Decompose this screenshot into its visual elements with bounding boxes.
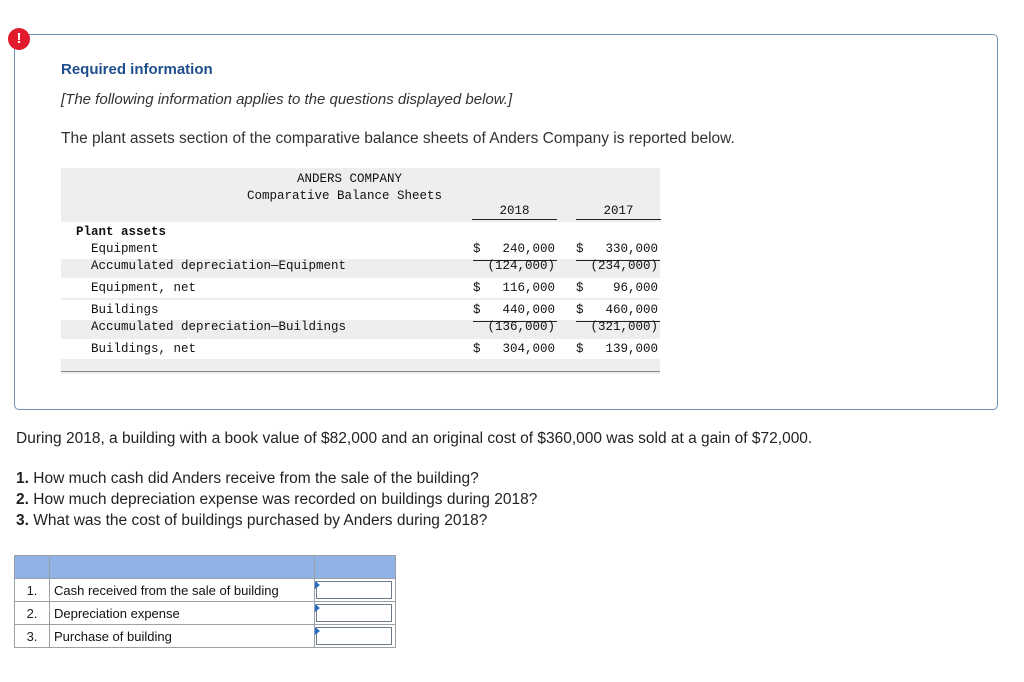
comparative-balance-sheet	[61, 168, 660, 374]
answer-table	[14, 555, 396, 648]
question-list	[16, 468, 537, 531]
intro-text: The plant assets section of the comparative balance sheets of Anders Company is reported below.	[61, 130, 735, 147]
input-marker-icon	[315, 604, 320, 612]
sheet-subtitle: Comparative Balance Sheets	[247, 189, 443, 203]
answer-table-header	[15, 556, 396, 579]
question-item: 2. How much depreciation expense was recorded on buildings during 2018?	[16, 491, 538, 508]
section-label: Plant assets	[76, 225, 167, 239]
company-name: ANDERS COMPANY	[297, 172, 403, 186]
row-number: 1.	[15, 579, 50, 602]
table-row: Equipment, net $ 116,000 $ 96,000	[61, 278, 660, 298]
row-label: Buildings, net	[91, 342, 197, 356]
required-information-panel	[14, 34, 998, 410]
value-2018: (124,000)	[473, 259, 557, 261]
answer-cell	[315, 625, 396, 648]
row-label: Depreciation expense	[50, 602, 315, 625]
exclamation-icon: !	[8, 28, 30, 50]
cash-received-input[interactable]	[316, 581, 392, 599]
table-divider	[61, 371, 660, 372]
table-row: Equipment $ 240,000 $ 330,000	[61, 239, 660, 259]
panel-title: Required information	[61, 61, 213, 78]
value-2017: (234,000)	[576, 259, 660, 261]
input-marker-icon	[315, 581, 320, 589]
answer-cell	[315, 579, 396, 602]
row-label: Cash received from the sale of building	[50, 579, 315, 602]
table-row	[15, 625, 396, 648]
input-marker-icon	[315, 627, 320, 635]
row-label: Buildings	[91, 303, 159, 317]
sale-description: During 2018, a building with a book value of $82,000 and an original cost of $360,000 was sold at a gain of $72,000.	[16, 430, 813, 447]
question-item: 3. What was the cost of buildings purchased by Anders during 2018?	[16, 512, 488, 529]
value-2018: (136,000)	[473, 320, 557, 322]
value-2017: (321,000)	[576, 320, 660, 322]
table-row	[15, 579, 396, 602]
depreciation-expense-input[interactable]	[316, 604, 392, 622]
table-row: Buildings $ 440,000 $ 460,000	[61, 300, 660, 320]
row-label: Accumulated depreciation—Equipment	[91, 259, 347, 273]
table-row	[61, 317, 660, 337]
answer-cell	[315, 602, 396, 625]
year-header-2017: 2017	[576, 204, 661, 220]
table-row: Buildings, net $ 304,000 $ 139,000	[61, 339, 660, 359]
row-label: Equipment, net	[91, 281, 197, 295]
purchase-of-building-input[interactable]	[316, 627, 392, 645]
table-row	[15, 602, 396, 625]
row-label: Accumulated depreciation—Buildings	[91, 320, 347, 334]
panel-note: [The following information applies to the questions displayed below.]	[61, 91, 513, 108]
row-number: 2.	[15, 602, 50, 625]
row-label: Purchase of building	[50, 625, 315, 648]
row-number: 3.	[15, 625, 50, 648]
question-item: 1. How much cash did Anders receive from the sale of the building?	[16, 470, 479, 487]
year-header-2018: 2018	[472, 204, 557, 220]
row-label: Equipment	[91, 242, 159, 256]
table-row	[61, 256, 660, 276]
